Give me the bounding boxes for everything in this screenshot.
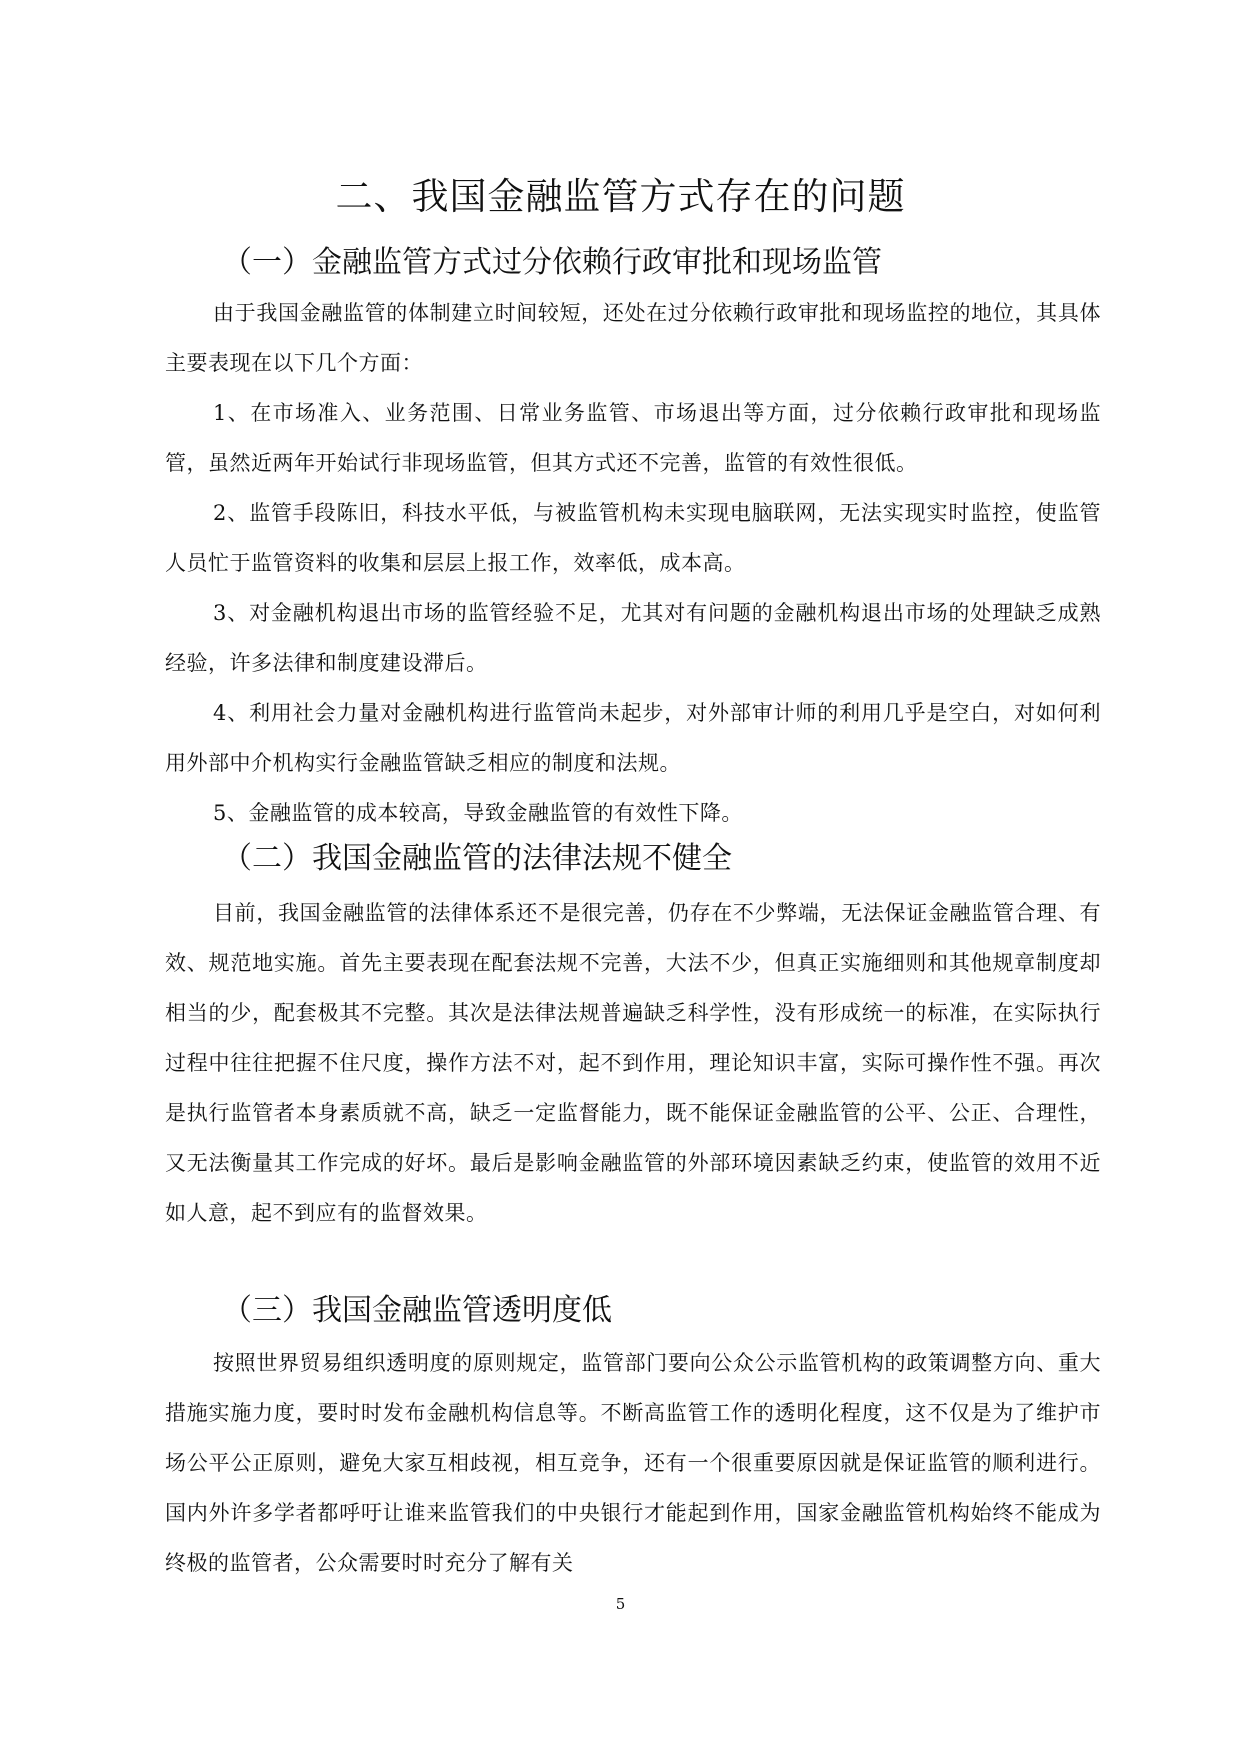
chapter-title: 二、我国金融监管方式存在的问题 xyxy=(335,175,906,218)
list-item-paragraph: 2、监管手段陈旧，科技水平低，与被监管机构未实现电脑联网，无法实现实时监控，使监管人员忙于监管资料的收集和层层上报工作，效率低，成本高。 xyxy=(165,501,1101,575)
section-title: （二）我国金融监管的法律法规不健全 xyxy=(222,841,732,876)
section-title: （一）金融监管方式过分依赖行政审批和现场监管 xyxy=(222,245,882,280)
paragraph: 目前，我国金融监管的法律体系还不是很完善，仍存在不少弊端，无法保证金融监管合理、有效、规范地实施。首先主要表现在配套法规不完善，大法不少，但真正实施细则和其他规章制度却相当的少，配套极其不完整。其次是法律法规普遍缺乏科学性，没有形成统一的标准，在实际执行过程中往往把握不住尺度，操作方法不对，起不到作用，理论知识丰富，实际可操作性不强。再次是执行监管者本身素质就不高，缺乏一定监督能力，既不能保证金融监管的公平、公正、合理性，又无法衡量其工作完成的好坏。最后是影响金融监管的外部环境因素缺乏约束，使监管的效用不近如人意，起不到应有的监督效果。 xyxy=(165,901,1101,1225)
page-number: 5 xyxy=(615,1595,626,1613)
paragraph: 由于我国金融监管的体制建立时间较短，还处在过分依赖行政审批和现场监控的地位，其具体主要表现在以下几个方面： xyxy=(165,301,1101,375)
paragraph: 按照世界贸易组织透明度的原则规定，监管部门要向公众公示监管机构的政策调整方向、重大措施实施力度，要时时发布金融机构信息等。不断高监管工作的透明化程度，这不仅是为了维护市场公平公正原则，避免大家互相歧视，相互竞争，还有一个很重要原因就是保证监管的顺利进行。国内外许多学者都呼吁让谁来监管我们的中央银行才能起到作用，国家金融监管机构始终不能成为终极的监管者，公众需要时时充分了解有关 xyxy=(165,1351,1101,1575)
list-item-paragraph: 1、在市场准入、业务范围、日常业务监管、市场退出等方面，过分依赖行政审批和现场监管，虽然近两年开始试行非现场监管，但其方式还不完善，监管的有效性很低。 xyxy=(165,401,1101,475)
list-item-paragraph: 4、利用社会力量对金融机构进行监管尚未起步，对外部审计师的利用几乎是空白，对如何利用外部中介机构实行金融监管缺乏相应的制度和法规。 xyxy=(165,701,1101,775)
list-item-paragraph: 5、金融监管的成本较高，导致金融监管的有效性下降。 xyxy=(213,801,743,825)
list-item-paragraph: 3、对金融机构退出市场的监管经验不足，尤其对有问题的金融机构退出市场的处理缺乏成熟经验，许多法律和制度建设滞后。 xyxy=(165,601,1101,675)
section-title: （三）我国金融监管透明度低 xyxy=(222,1293,612,1328)
